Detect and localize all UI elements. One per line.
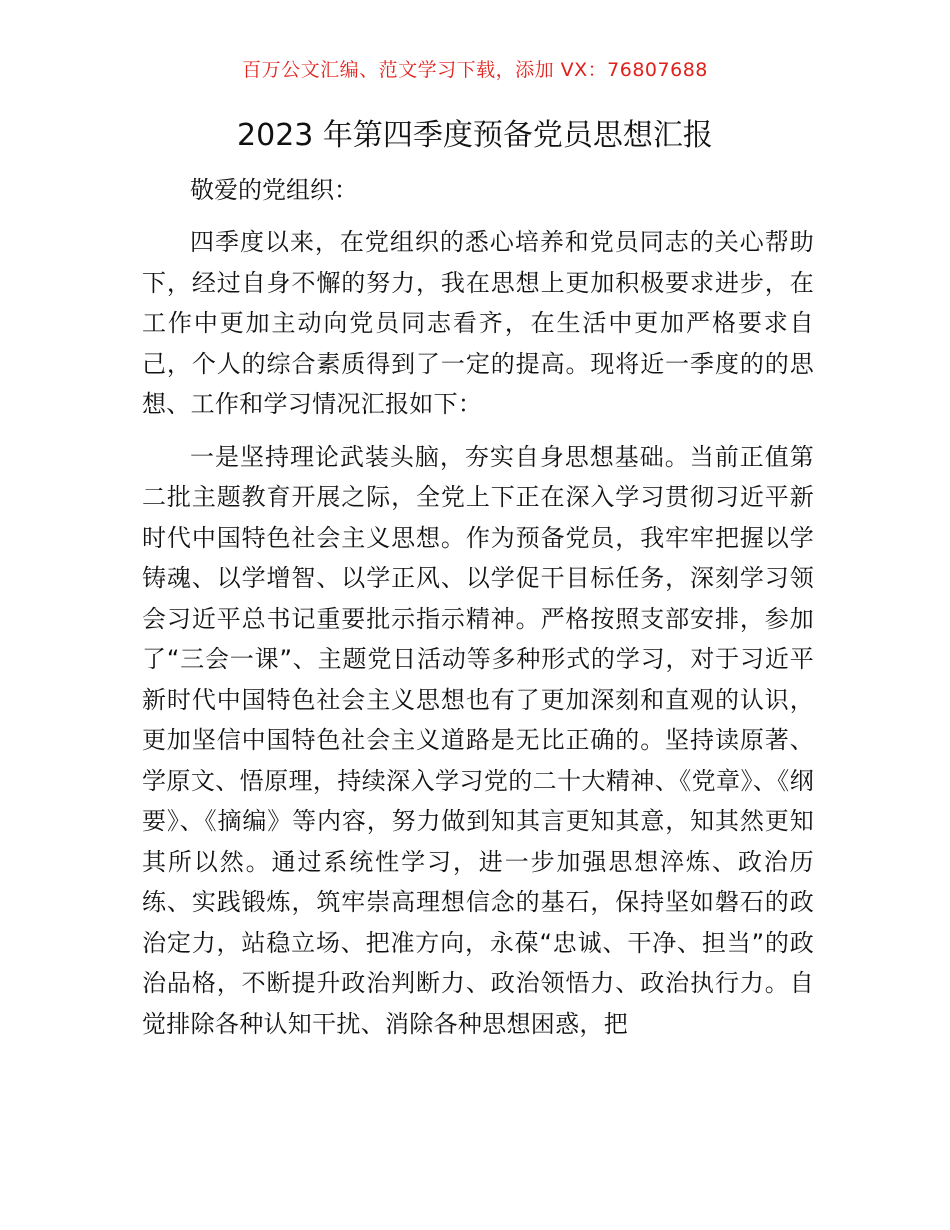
- document-title: 2023 年第四季度预备党员思想汇报: [237, 118, 713, 153]
- document-body: [142, 170, 814, 1044]
- paragraph-intro: 四季度以来，在党组织的悉心培养和党员同志的关心帮助下，经过自身不懈的努力，我在思想上更加积极要求进步，在工作中更加主动向党员同志看齐，在生活中更加严格要求自己，个人的综合素质得到了一定的提高。现将近一季度的的思想、工作和学习情况汇报如下：: [142, 228, 814, 418]
- header-promo-note: 百万公文汇编、范文学习下载，添加 VX：76807688: [242, 59, 708, 81]
- salutation: 敬爱的党组织：: [190, 176, 358, 204]
- paragraph-theory-study: 一是坚持理论武装头脑，夯实自身思想基础。当前正值第二批主题教育开展之际，全党上下正在深入学习贯彻习近平新时代中国特色社会主义思想。作为预备党员，我牢牢把握以学铸魂、以学增智、以学正风、以学促干目标任务，深刻学习领会习近平总书记重要批示指示精神。严格按照支部安排，参加了“三会一课”、主题党日活动等多种形式的学习，对于习近平新时代中国特色社会主义思想也有了更加深刻和直观的认识，更加坚信中国特色社会主义道路是无比正确的。坚持读原著、学原文、悟原理，持续深入学习党的二十大精神、《党章》、《纲要》、《摘编》等内容，努力做到知其言更知其意，知其然更知其所以然。通过系统性学习，进一步加强思想淬炼、政治历练、实践锻炼，筑牢崇高理想信念的基石，保持坚如磐石的政治定力，站稳立场、把准方向，永葆“忠诚、干净、担当”的政治品格，不断提升政治判断力、政治领悟力、政治执行力。自觉排除各种认知干扰、消除各种思想困惑，把: [142, 442, 814, 1038]
